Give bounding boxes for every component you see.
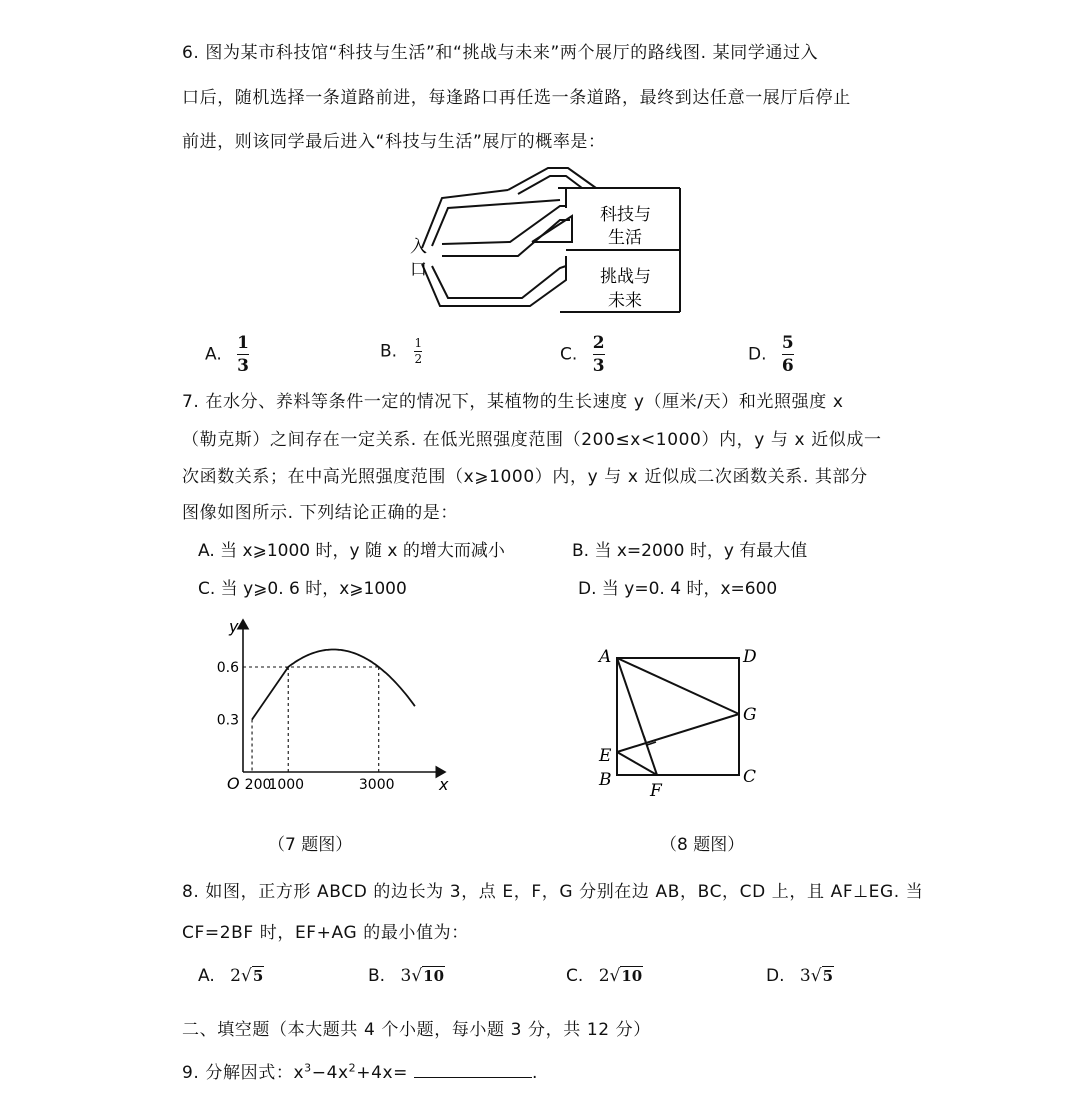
hall2-label-line1: 挑战与 [600, 267, 651, 287]
radicand: 10 [621, 967, 643, 985]
chart-guides [243, 667, 379, 772]
denominator: 3 [237, 356, 249, 376]
denominator: 2 [414, 352, 423, 366]
fraction [414, 337, 422, 366]
option-label: B. [368, 966, 386, 986]
y-tick-label: 0.6 [216, 660, 239, 676]
q8-option-b [368, 966, 445, 986]
segment-eg [617, 714, 739, 752]
entrance-label-2: 口 [410, 260, 427, 280]
hall1-label-line2: 生活 [608, 228, 642, 248]
q6-line-3: 前进，则该同学最后进入“科技与生活”展厅的概率是： [182, 132, 606, 152]
q9-period: . [532, 1063, 539, 1083]
radical-expression: 3√5 [799, 966, 834, 986]
q8-line-1: 8. 如图，正方形 ABCD 的边长为 3，点 E，F，G 分别在边 AB，BC，CD 上，且 AF⊥EG. 当 [182, 882, 924, 902]
fraction [237, 333, 249, 376]
fraction [782, 333, 794, 376]
radicand: 5 [252, 967, 264, 985]
coefficient: 3 [799, 966, 811, 986]
entrance-label-1: 入 [410, 237, 427, 257]
q8-option-d [766, 966, 834, 986]
y-axis-label: y [229, 617, 239, 636]
segment-ag [617, 658, 739, 714]
q8-figure [590, 640, 770, 805]
q7-caption: （7 题图） [268, 835, 353, 855]
q7-option-b: B. 当 x=2000 时，y 有最大值 [572, 541, 808, 561]
numerator: 5 [781, 333, 794, 353]
q9-exponent-1: 3 [304, 1061, 312, 1075]
q6-line-2: 口后，随机选择一条道路前进，每逢路口再任选一条道路，最终到达任意一展厅后停止 [182, 88, 851, 108]
hall2-label-line2: 未来 [608, 291, 642, 311]
chart-axes [243, 620, 445, 772]
q6-option-c [560, 333, 605, 376]
option-label: D. [766, 966, 785, 986]
x-tick-label: 3000 [358, 777, 395, 793]
coefficient: 2 [598, 966, 610, 986]
x-axis-label: x [439, 775, 449, 794]
origin-label: O [227, 774, 240, 793]
label-d: D [743, 647, 757, 667]
radical-expression: 2√5 [230, 966, 264, 986]
q9-exponent-2: 2 [348, 1061, 357, 1075]
option-label: B. [380, 341, 398, 362]
coefficient: 2 [230, 966, 241, 986]
coefficient: 3 [400, 966, 412, 986]
option-label: D. [748, 344, 767, 365]
q6-line-1: 6. 图为某市科技馆“科技与生活”和“挑战与未来”两个展厅的路线图. 某同学通过入 [182, 43, 819, 63]
x-tick-label: 200 [244, 777, 272, 793]
q7-line-4: 图像如图所示. 下列结论正确的是： [182, 503, 459, 523]
q7-line-2: （勒克斯）之间存在一定关系. 在低光照强度范围（200≤x<1000）内，y 与 x 近似成一 [182, 430, 882, 450]
radicand: 10 [423, 967, 445, 985]
label-g: G [743, 705, 757, 725]
q7-line-3: 次函数关系；在中高光照强度范围（x⩾1000）内，y 与 x 近似成二次函数关系. 其部分 [182, 467, 868, 487]
q8-caption: （8 题图） [660, 835, 745, 855]
route-diagram [400, 160, 690, 325]
x-tick-label: 1000 [268, 777, 305, 793]
chart-series-line [252, 650, 415, 720]
denominator: 6 [781, 356, 794, 376]
option-label: A. [205, 344, 222, 365]
option-label: C. [566, 966, 584, 986]
q6-option-a [205, 333, 249, 376]
numerator: 1 [414, 336, 423, 350]
q8-line-2: CF=2BF 时，EF+AG 的最小值为： [182, 923, 469, 943]
q6-option-d [748, 333, 794, 376]
option-label: C. [560, 344, 578, 365]
label-a: A [599, 647, 612, 667]
radical-expression: 2√10 [598, 966, 643, 986]
label-f: F [650, 781, 662, 801]
q9-term-tail: +4x= [356, 1063, 409, 1083]
q9-term-mid: −4x [311, 1063, 349, 1083]
section-2-heading: 二、填空题（本大题共 4 个小题，每小题 3 分，共 12 分） [182, 1020, 651, 1040]
option-label: A. [198, 966, 215, 986]
segment-af [617, 658, 657, 775]
fraction [593, 333, 605, 376]
y-tick-label: 0.3 [216, 712, 239, 729]
label-b: B [599, 770, 612, 790]
numerator: 1 [237, 333, 249, 353]
q7-chart [205, 612, 460, 797]
q6-option-b [380, 337, 422, 366]
radicand: 5 [822, 967, 834, 985]
q8-option-a [198, 966, 264, 986]
hall1-label-line1: 科技与 [600, 205, 651, 225]
q7-option-a: A. 当 x⩾1000 时，y 随 x 的增大而减小 [198, 541, 505, 561]
q7-option-d: D. 当 y=0. 4 时，x=600 [578, 579, 778, 599]
q9-term-x: x [293, 1063, 305, 1083]
q9-prefix: 9. 分解因式： [182, 1063, 294, 1083]
q7-option-c: C. 当 y⩾0. 6 时，x⩾1000 [198, 579, 407, 599]
radical-expression: 3√10 [400, 966, 445, 986]
q9-line [182, 1058, 538, 1083]
label-e: E [599, 746, 612, 766]
label-c: C [743, 767, 757, 787]
denominator: 3 [592, 356, 605, 376]
answer-blank[interactable] [414, 1063, 532, 1078]
q8-option-c [566, 966, 643, 986]
q7-line-1: 7. 在水分、养料等条件一定的情况下，某植物的生长速度 y（厘米/天）和光照强度 x [182, 392, 844, 412]
numerator: 2 [592, 333, 605, 353]
